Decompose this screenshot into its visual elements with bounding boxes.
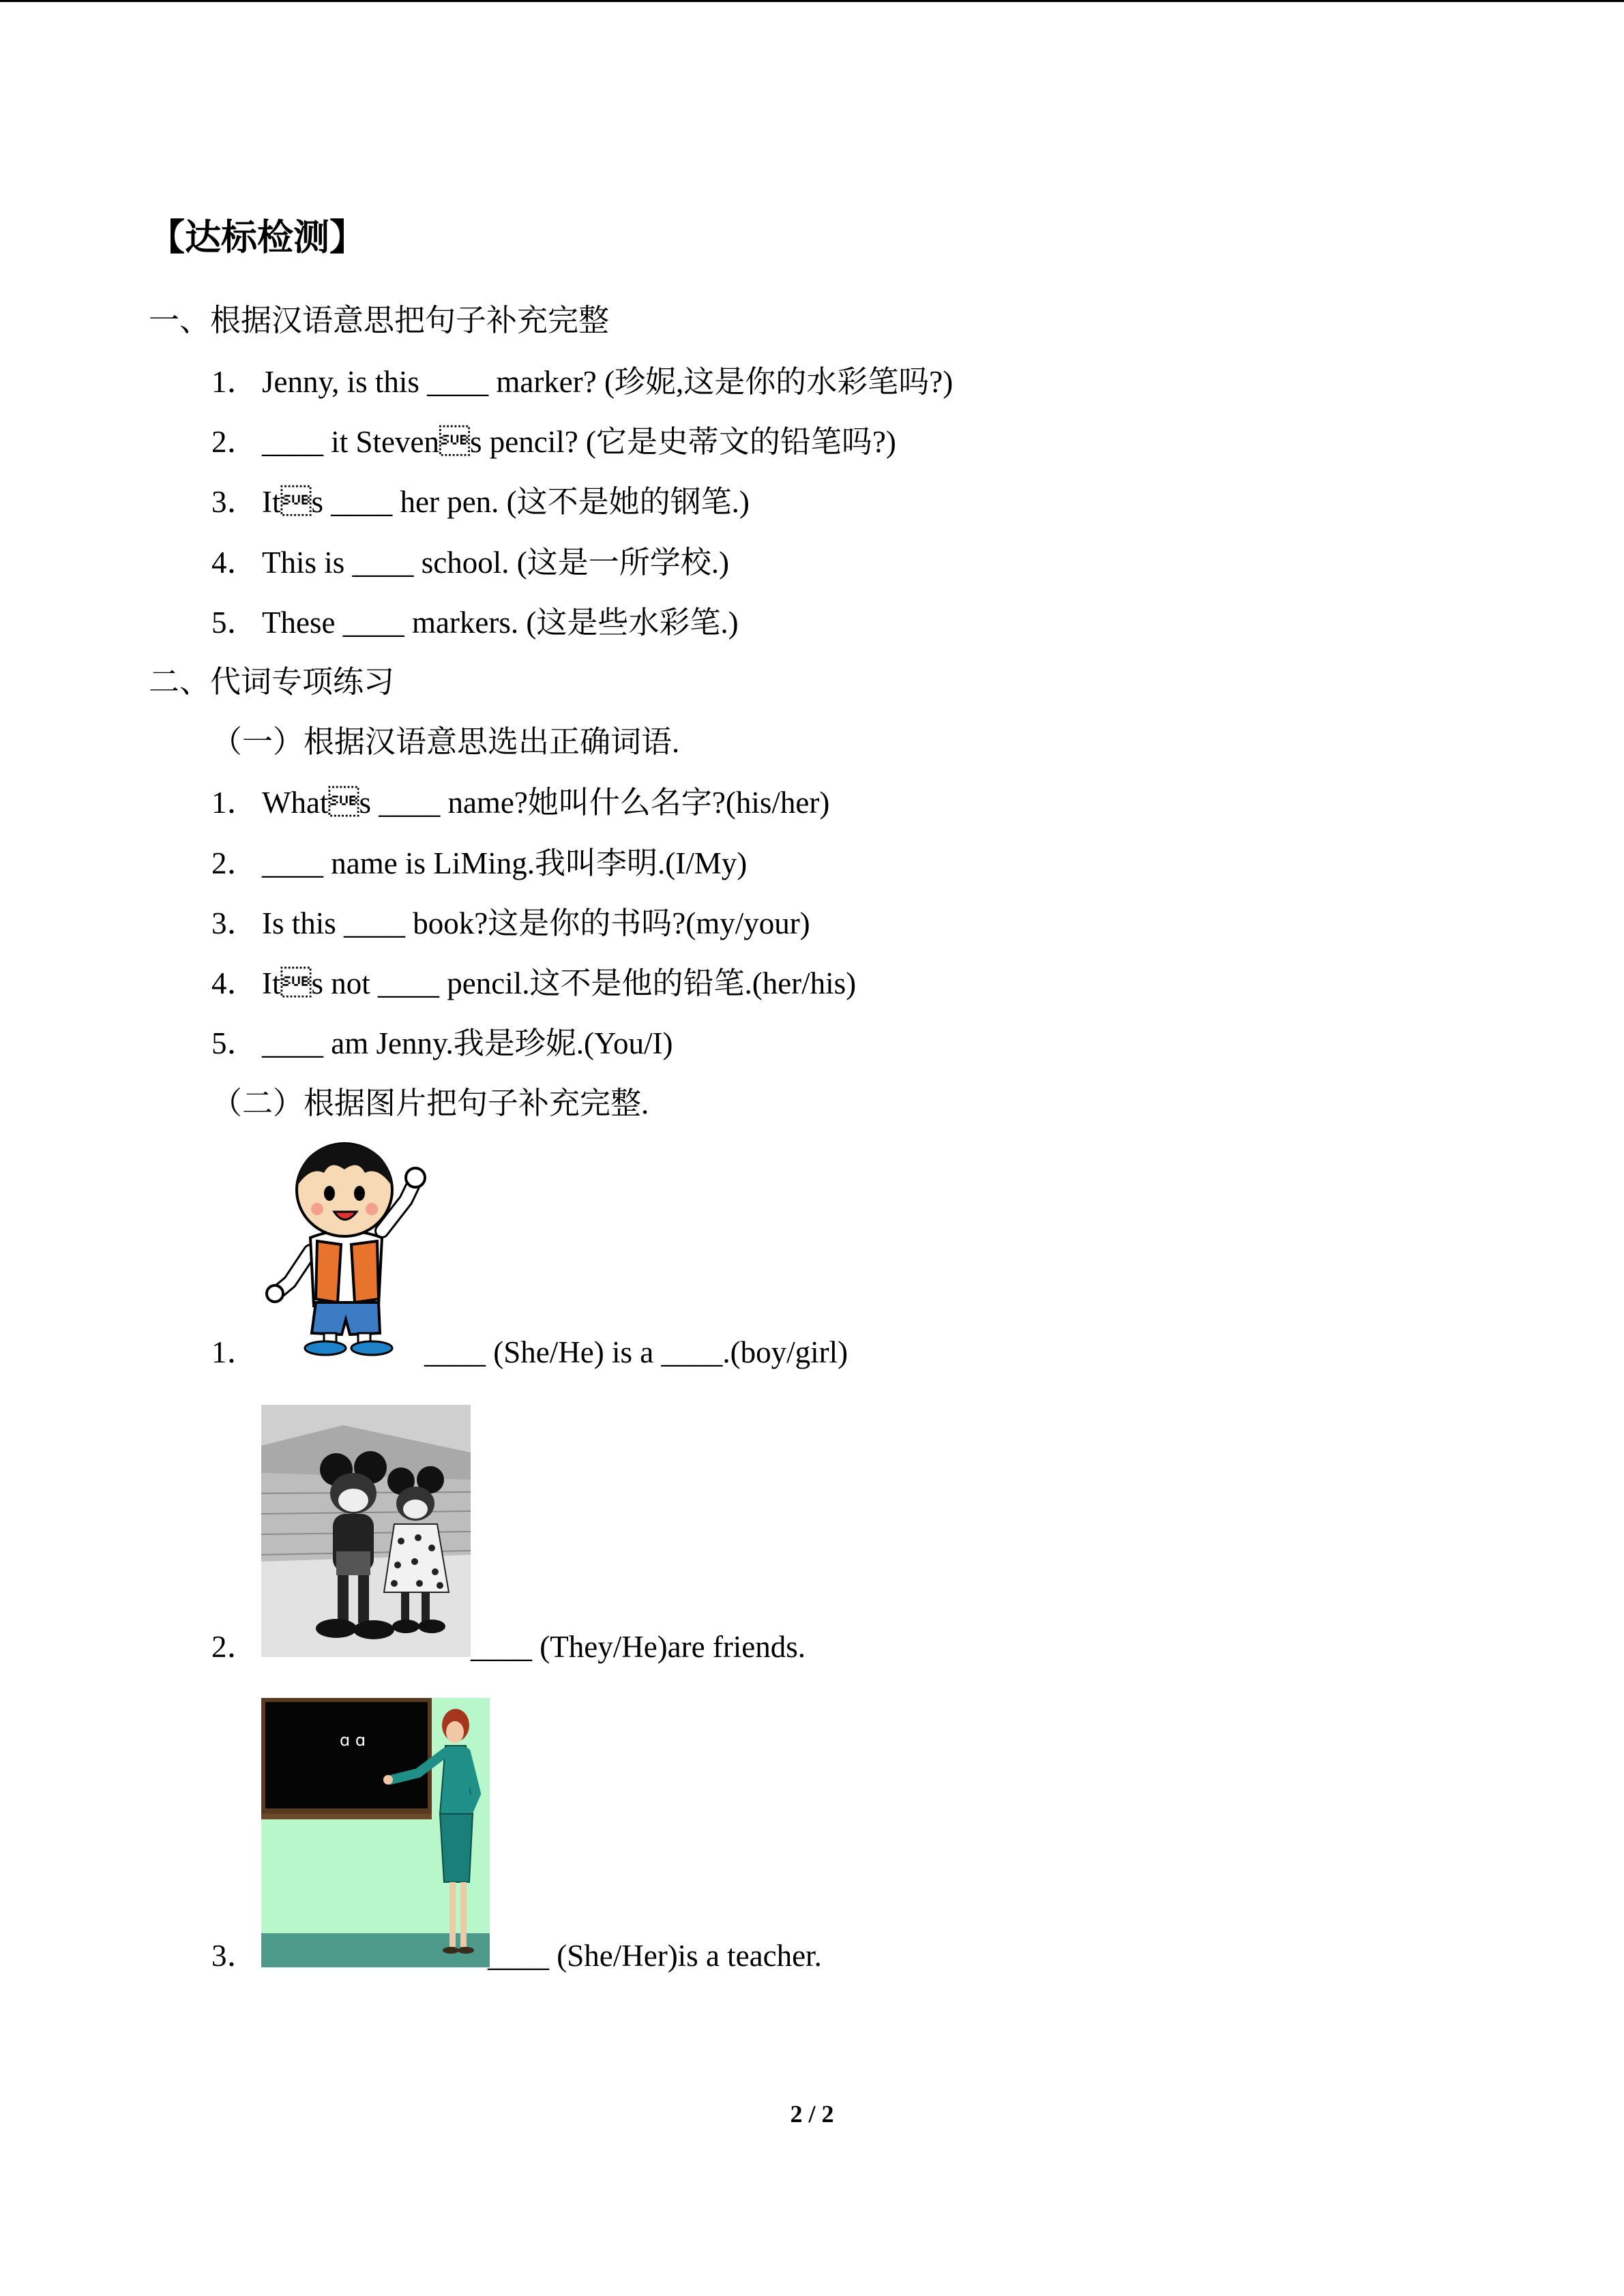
teacher-at-blackboard-icon: [261, 1698, 490, 1967]
section-1-title: 一、根据汉语意思把句子补充完整: [149, 303, 610, 338]
s1-question-1: [211, 361, 953, 402]
question-number: 1．: [211, 365, 258, 399]
question-text: ____ am Jenny.我是珍妮.(You/I): [262, 1026, 673, 1060]
page-number: 2 / 2: [790, 2100, 834, 2128]
question-number: 4．: [211, 966, 258, 1000]
question-text: ____ it Stevens pencil? (它是史蒂文的铅笔吗?): [262, 425, 896, 459]
question-text: Jenny, is this ____ marker? (珍妮,这是你的水彩笔吗?): [262, 365, 954, 399]
page-heading: 【达标检测】: [149, 217, 366, 258]
question-text: This is ____ school. (这是一所学校.): [262, 546, 729, 580]
question-number: 5．: [211, 606, 258, 640]
s2-question-5: [211, 1023, 673, 1064]
question-text: Its not ____ pencil.这不是他的铅笔.(her/his): [262, 966, 857, 1000]
section-2-part-2-title: （二）根据图片把句子补充完整.: [211, 1086, 649, 1120]
question-number: 2．: [211, 1630, 258, 1664]
question-text: These ____ markers. (这是些水彩笔.): [262, 606, 739, 640]
question-text: ____ (They/He)are friends.: [471, 1630, 806, 1664]
question-number: 3．: [211, 1939, 258, 1973]
svg-text:ɑ ɑ: ɑ ɑ: [340, 1731, 366, 1750]
question-text: Is this ____ book?这是你的书吗?(my/your): [262, 906, 810, 940]
question-number: 4．: [211, 546, 258, 580]
question-number: 5．: [211, 1026, 258, 1060]
question-number: 1．: [211, 786, 258, 820]
question-number: 3．: [211, 906, 258, 940]
mickey-minnie-great-wall-photo: [261, 1405, 471, 1657]
question-text: Its ____ her pen. (这不是她的钢笔.): [262, 485, 750, 519]
s2-question-2: [211, 843, 747, 884]
section-2-title: 二、代词专项练习: [149, 665, 395, 699]
s2-question-1: [211, 782, 829, 823]
s2-question-3: [211, 903, 810, 944]
question-number: 2．: [211, 425, 258, 459]
s1-question-4: [211, 542, 729, 583]
question-text: ____ (She/He) is a ____.(boy/girl): [424, 1335, 848, 1369]
question-text: ____ name is LiMing.我叫李明.(I/My): [262, 846, 748, 880]
question-text: Whats ____ name?她叫什么名字?(his/her): [262, 786, 830, 820]
question-text: ____ (She/Her)is a teacher.: [488, 1939, 822, 1973]
s1-question-2: [211, 421, 896, 462]
s1-question-3: [211, 481, 750, 522]
s2-question-4: [211, 963, 856, 1004]
question-number: 3．: [211, 485, 258, 519]
s1-question-5: [211, 602, 739, 643]
question-number: 2．: [211, 846, 258, 880]
boy-waving-icon: [263, 1135, 426, 1357]
question-number: 1．: [211, 1335, 258, 1369]
section-2-part-1-title: （一）根据汉语意思选出正确词语.: [211, 725, 680, 759]
